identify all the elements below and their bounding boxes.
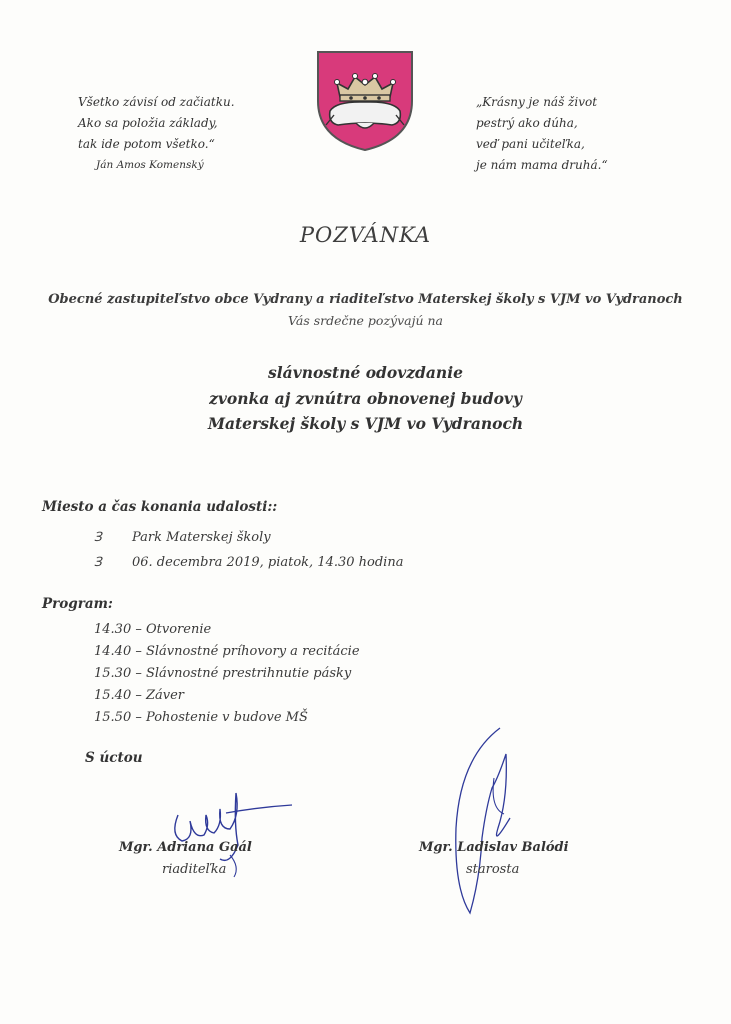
program-item: 14.40 – Slávnostné príhovory a recitácie: [94, 644, 360, 659]
quote-right-line: „Krásny je náš život: [476, 95, 598, 109]
quote-left-line: Všetko závisí od začiatku.: [78, 95, 235, 109]
program-list: [94, 619, 360, 729]
quote-right: [476, 92, 608, 176]
program-item: 15.40 – Záver: [94, 688, 185, 703]
event-line: Materskej školy s VJM vo Vydranoch: [207, 414, 524, 433]
closing: S úctou: [85, 750, 143, 766]
signer-role: starosta: [466, 862, 520, 877]
venue-item-text: 06. decembra 2019, piatok, 14.30 hodina: [132, 555, 404, 570]
venue-item: [94, 552, 403, 570]
event-line: slávnostné odovzdanie: [268, 363, 463, 382]
bullet-icon: Ɜ: [94, 555, 102, 570]
venue-heading: Miesto a čas konania udalosti::: [42, 499, 278, 515]
signature-balodi: [420, 718, 540, 923]
venue-item-text: Park Materskej školy: [132, 530, 271, 545]
quote-left-line: tak ide potom všetko.“: [78, 137, 215, 151]
quote-left: [78, 92, 235, 176]
quote-right-line: veď pani učiteľka,: [476, 137, 585, 151]
signer-role: riaditeľka: [162, 862, 227, 877]
signer-name: Mgr. Adriana Gaál: [119, 840, 252, 855]
invite-line: Vás srdečne pozývajú na: [287, 313, 444, 328]
quote-left-author: Ján Amos Komenský: [96, 159, 204, 171]
program-item: 15.50 – Pohostenie v budove MŠ: [94, 710, 308, 725]
page-title: POZVÁNKA: [299, 223, 432, 247]
quote-left-line: Ako sa položia základy,: [78, 116, 218, 130]
signer-name: Mgr. Ladislav Balódi: [419, 840, 569, 855]
quote-right-line: je nám mama druhá.“: [476, 158, 608, 172]
organizers-line: Obecné zastupiteľstvo obce Vydrany a riaditeľstvo Materskej školy s VJM vo Vydranoch: [48, 292, 683, 307]
program-item: 14.30 – Otvorenie: [94, 622, 212, 637]
venue-item: [94, 527, 271, 545]
program-item: 15.30 – Slávnostné prestrihnutie pásky: [94, 666, 352, 681]
quote-right-line: pestrý ako dúha,: [476, 116, 578, 130]
event-line: zvonka aj zvnútra obnovenej budovy: [209, 389, 522, 408]
crown-coat-of-arms-icon: [316, 49, 414, 152]
bullet-icon: Ɜ: [94, 530, 102, 545]
program-heading: Program:: [42, 596, 113, 612]
